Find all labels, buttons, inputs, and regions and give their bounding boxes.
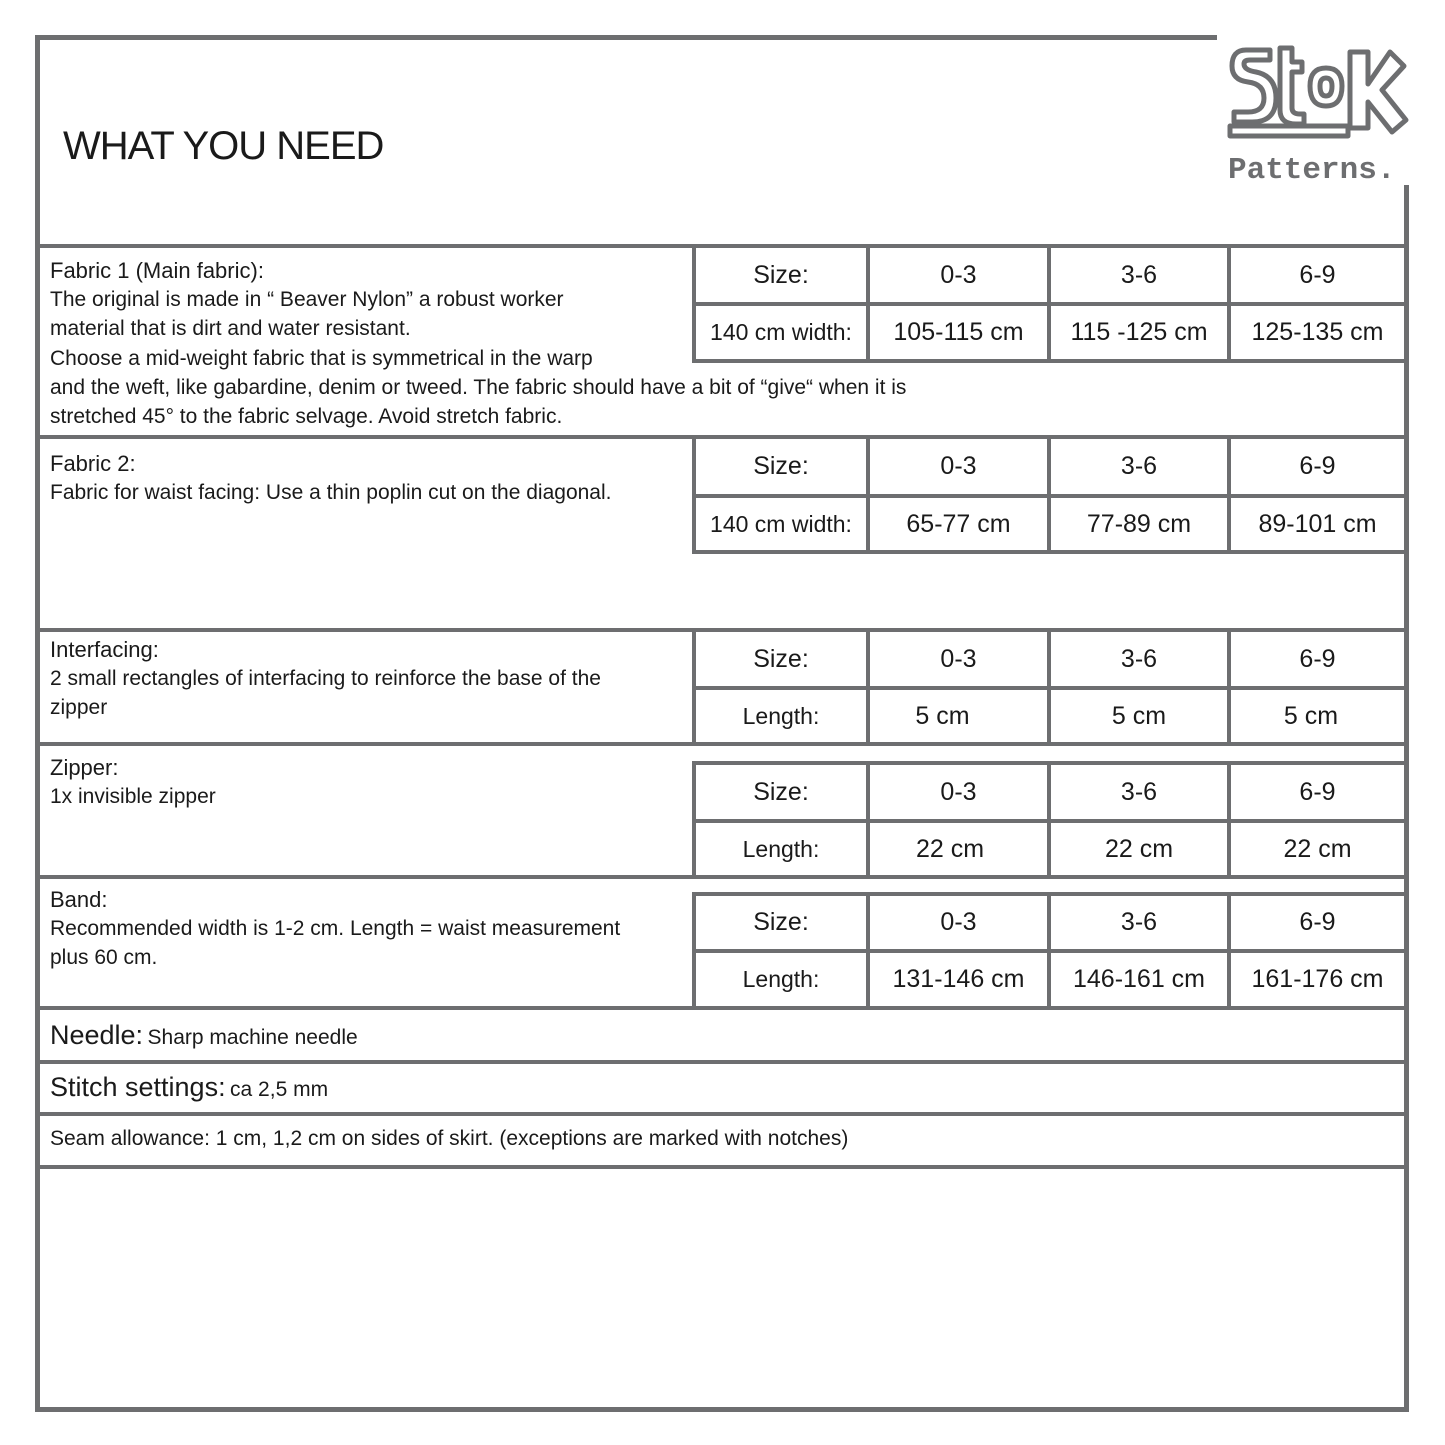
table-header-col: 3-6	[1120, 260, 1158, 289]
needle-row	[50, 1020, 358, 1051]
band-description	[50, 885, 620, 973]
table-cell: 131-146 cm	[892, 965, 1025, 993]
description-line: 1x invisible zipper	[50, 785, 216, 809]
stoff-logo-icon	[1218, 22, 1418, 192]
table-cell: 5 cm	[1283, 701, 1339, 730]
table-header-col: 3-6	[1120, 908, 1158, 936]
table-row-label: Length:	[742, 966, 820, 992]
section-heading: Fabric 2:	[50, 451, 136, 476]
table-header-col: 0-3	[940, 777, 977, 806]
table-cell: 65-77 cm	[906, 509, 1011, 538]
table-header-size: Size:	[753, 260, 809, 289]
seam-allowance: Seam allowance: 1 cm, 1,2 cm on sides of skirt. (exceptions are marked with notches)	[50, 1127, 849, 1150]
table-header-size: Size:	[753, 644, 809, 673]
divider	[35, 742, 1409, 746]
description-line: material that is dirt and water resistant.	[50, 317, 411, 341]
table-cell: 22 cm	[915, 834, 985, 863]
zipper-description	[50, 753, 216, 811]
needle-value: Sharp machine needle	[147, 1026, 358, 1049]
section-heading: Zipper:	[50, 755, 119, 780]
divider	[35, 1112, 1409, 1116]
table-cell: 105-115 cm	[893, 318, 1024, 346]
table-cell: 89-101 cm	[1258, 509, 1377, 538]
table-header-col: 6-9	[1299, 644, 1336, 673]
description-line: Fabric for waist facing: Use a thin poplin cut on the diagonal.	[50, 481, 612, 505]
table-cell: 22 cm	[1104, 834, 1174, 863]
table-header-col: 6-9	[1299, 908, 1336, 936]
table-header-size: Size:	[753, 777, 809, 806]
table-header-size: Size:	[753, 452, 809, 480]
table-row-label: 140 cm width:	[710, 319, 852, 345]
description-line: and the weft, like gabardine, denim or tweed. The fabric should have a bit of “give“ when it is	[50, 375, 907, 399]
table-row-label: Length:	[742, 835, 820, 862]
frame-left	[35, 35, 40, 1412]
frame-top	[35, 35, 1217, 40]
table-row-label: 140 cm width:	[710, 510, 852, 537]
description-line: plus 60 cm.	[50, 946, 158, 970]
divider	[35, 1006, 1409, 1010]
description-line: stretched 45° to the fabric selvage. Avoid stretch fabric.	[50, 405, 563, 429]
section-heading: Fabric 1 (Main fabric):	[50, 258, 264, 283]
description-line: Recommended width is 1-2 cm. Length = waist measurement	[50, 917, 621, 941]
stitch-row	[50, 1072, 328, 1103]
table-cell: 5 cm	[1111, 701, 1167, 730]
brand-logo	[1218, 22, 1418, 192]
needle-label: Needle:	[50, 1020, 144, 1050]
divider	[35, 875, 1409, 879]
table-header-col: 3-6	[1120, 452, 1158, 480]
table-row-label: Length:	[742, 702, 820, 729]
table-cell: 5 cm	[915, 701, 970, 730]
table-header-col: 3-6	[1120, 644, 1158, 673]
table-header-col: 0-3	[940, 644, 977, 673]
table-header-col: 6-9	[1299, 260, 1336, 289]
section-heading: Band:	[50, 887, 108, 912]
page-title: WHAT YOU NEED	[63, 124, 384, 168]
frame-right	[1404, 185, 1409, 1412]
table-header-col: 0-3	[940, 452, 977, 480]
table-cell: 77-89 cm	[1086, 509, 1192, 538]
divider	[35, 1060, 1409, 1064]
description-line: The original is made in “ Beaver Nylon” a robust worker	[50, 288, 564, 312]
table-header-col: 3-6	[1120, 777, 1158, 806]
section-heading: Interfacing:	[50, 637, 159, 662]
table-header-col: 6-9	[1299, 777, 1336, 806]
fabric2-description	[50, 449, 611, 507]
table-header-col: 0-3	[940, 260, 977, 289]
interfacing-description	[50, 635, 601, 723]
stitch-label: Stitch settings:	[50, 1072, 226, 1102]
description-line: 2 small rectangles of interfacing to reinforce the base of the	[50, 667, 601, 691]
table-cell: 22 cm	[1283, 834, 1352, 863]
table-header-col: 6-9	[1299, 452, 1336, 480]
description-line: Choose a mid-weight fabric that is symmetrical in the warp	[50, 346, 593, 370]
table-cell: 115 -125 cm	[1070, 318, 1208, 346]
table-cell: 161-176 cm	[1251, 965, 1384, 993]
logo-tagline: Patterns.	[1228, 153, 1396, 188]
description-line: zipper	[50, 696, 108, 720]
divider	[35, 1165, 1409, 1169]
table-header-col: 0-3	[940, 908, 977, 936]
table-cell: 146-161 cm	[1072, 965, 1206, 993]
table-cell: 125-135 cm	[1251, 318, 1384, 346]
table-header-size: Size:	[753, 908, 809, 936]
stitch-value: ca 2,5 mm	[230, 1078, 329, 1101]
frame-bottom	[35, 1407, 1409, 1412]
